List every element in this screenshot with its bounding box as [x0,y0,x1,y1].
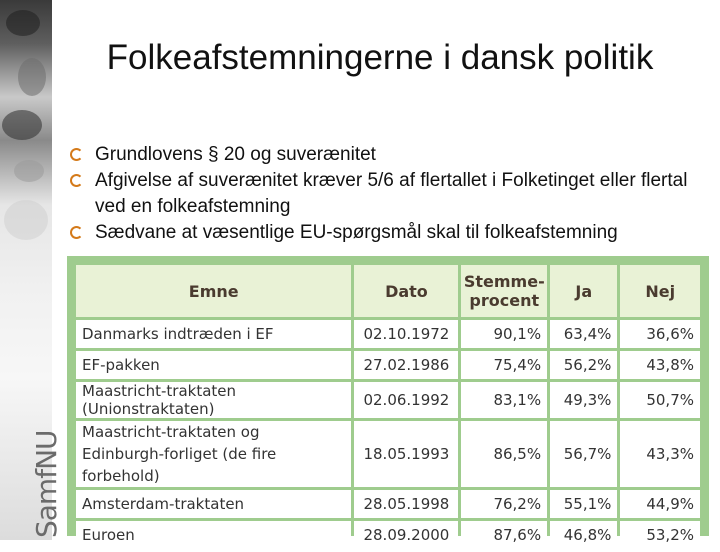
referendum-table-image [67,256,709,544]
table-row [76,351,700,379]
bullet-list [70,142,700,246]
table-row [76,421,700,487]
bullet-item [70,220,700,246]
cell-stemmeprocent: 83,1% [461,382,547,418]
cell-nej: 36,6% [620,320,700,348]
table-row [76,382,700,418]
bullet-icon [70,174,83,187]
cell-ja: 46,8% [550,521,617,549]
cell-ja: 49,3% [550,382,617,418]
table-header-row [76,265,700,317]
cell-dato: 27.02.1986 [354,351,458,379]
cell-ja: 55,1% [550,490,617,518]
decorative-side-strip [0,0,63,540]
samfnu-logo: SamfNU [30,430,63,538]
cell-stemmeprocent: 87,6% [461,521,547,549]
cell-nej: 44,9% [620,490,700,518]
bullet-text: Afgivelse af suverænitet kræver 5/6 af flertallet i Folketinget eller flertal ved en folkeafstemning [95,170,688,217]
header-ja: Ja [550,265,617,317]
table-row [76,320,700,348]
cell-nej: 43,3% [620,421,700,487]
bullet-item [70,168,700,220]
slide-title: Folkeafstemningerne i dansk politik [106,38,654,77]
cell-emne: Danmarks indtræden i EF [76,320,351,348]
cell-nej: 43,8% [620,351,700,379]
bullet-text: Sædvane at væsentlige EU-spørgsmål skal til folkeafstemning [95,222,618,243]
bullet-icon [70,148,83,161]
referendum-table [73,262,703,552]
cell-ja: 63,4% [550,320,617,348]
decorative-shape [6,10,40,36]
cell-nej: 53,2% [620,521,700,549]
table-row [76,490,700,518]
cell-dato: 02.10.1972 [354,320,458,348]
cell-stemmeprocent: 75,4% [461,351,547,379]
cell-emne: EF-pakken [76,351,351,379]
decorative-shape [18,58,46,96]
header-dato: Dato [354,265,458,317]
cell-emne: Amsterdam-traktaten [76,490,351,518]
cell-stemmeprocent: 76,2% [461,490,547,518]
bullet-text: Grundlovens § 20 og suverænitet [95,144,376,165]
cell-emne: Euroen [76,521,351,549]
header-emne: Emne [76,265,351,317]
cell-emne: Maastricht-traktaten og Edinburgh-forliget (de fire forbehold) [76,421,351,487]
decorative-shape [4,200,48,240]
cell-dato: 02.06.1992 [354,382,458,418]
cell-stemmeprocent: 90,1% [461,320,547,348]
bullet-icon [70,226,83,239]
header-stemmeprocent: Stemme- procent [461,265,547,317]
header-nej: Nej [620,265,700,317]
bullet-item [70,142,700,168]
cell-emne: Maastricht-traktaten (Unionstraktaten) [76,382,351,418]
cell-dato: 18.05.1993 [354,421,458,487]
cell-nej: 50,7% [620,382,700,418]
decorative-shape [2,110,42,140]
cell-ja: 56,2% [550,351,617,379]
table-row [76,521,700,549]
cell-stemmeprocent: 86,5% [461,421,547,487]
cell-dato: 28.09.2000 [354,521,458,549]
decorative-shape [14,160,44,182]
cell-dato: 28.05.1998 [354,490,458,518]
cell-ja: 56,7% [550,421,617,487]
